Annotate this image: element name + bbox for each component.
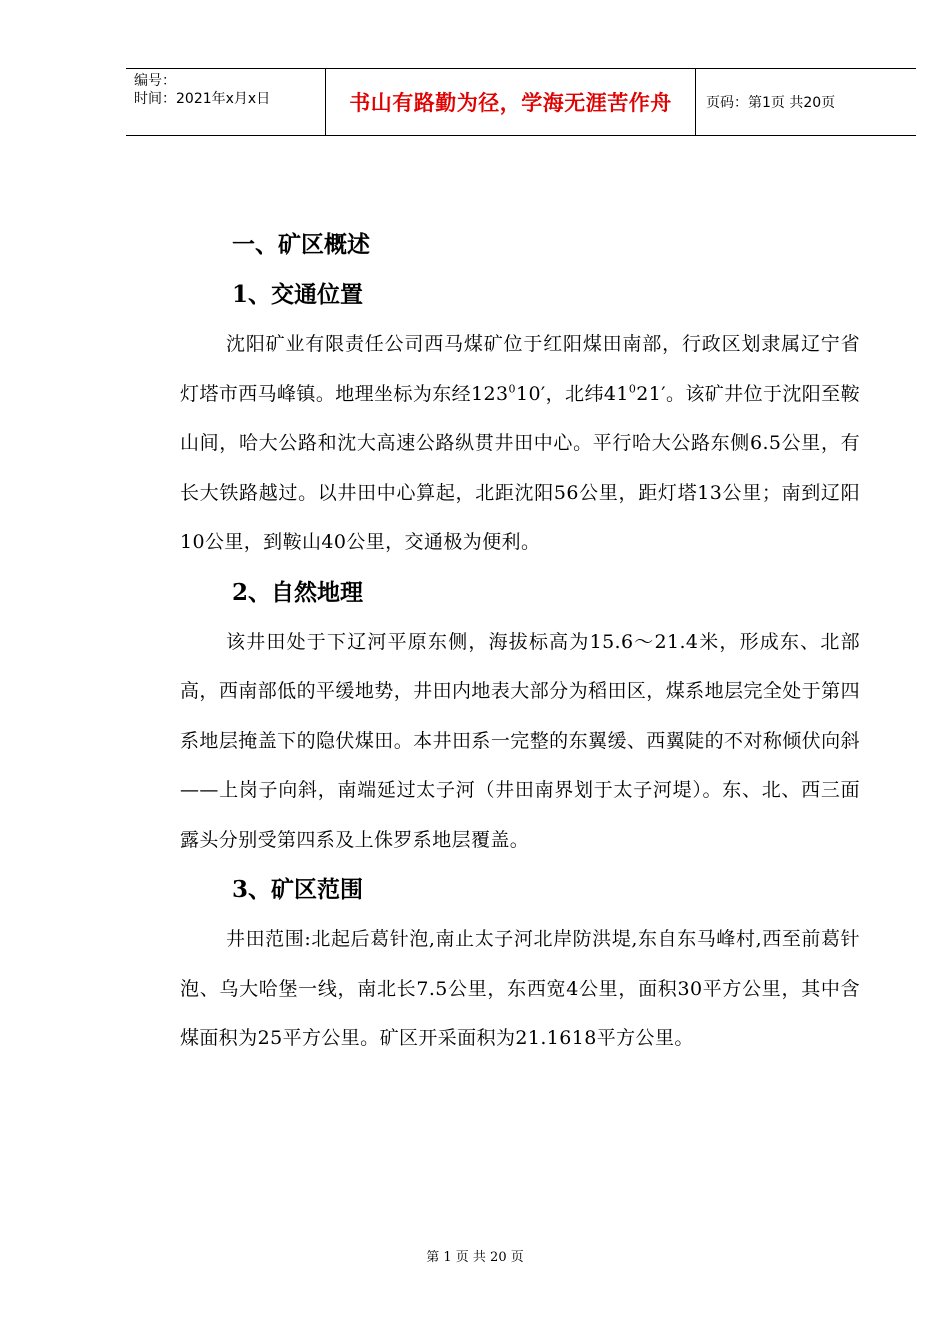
number-label: 编号： bbox=[134, 73, 176, 89]
document-body bbox=[180, 220, 860, 1064]
section-heading-geography: 2、自然地理 bbox=[232, 578, 364, 606]
header-motto: 书山有路勤为径，学海无涯苦作舟 bbox=[326, 69, 696, 135]
time-label: 时间：2021年x月x日 bbox=[134, 91, 271, 107]
section-paragraph-geography: 该井田处于下辽河平原东侧，海拔标高为15.6～21.4米，形成东、北部高，西南部低的平缓地势，井田内地表大部分为稻田区，煤系地层完全处于第四系地层掩盖下的隐伏煤田。本井田系一完整的东翼缓、西翼陡的不对称倾伏向斜——上岗子向斜，南端延过太子河（井田南界划于太子河堤）。东、北、西三面露头分别受第四系及上侏罗系地层覆盖。 bbox=[180, 630, 860, 851]
header-meta bbox=[126, 69, 326, 135]
document-title: 一、矿区概述 bbox=[232, 231, 370, 258]
page-footer: 第 1 页 共 20 页 bbox=[426, 1250, 524, 1265]
section-paragraph-scope: 井田范围:北起后葛针泡,南止太子河北岸防洪堤,东自东马峰村,西至前葛针泡、乌大哈堡一线，南北长7.5公里，东西宽4公里，面积30平方公里，其中含煤面积为25平方公里。矿区开采面积为21.1618平方公里。 bbox=[180, 928, 860, 1049]
text-part: 10′，北纬41 bbox=[515, 382, 629, 405]
text-part: 21′。该矿井位于沈阳至鞍山间，哈大公路和沈大高速公路纵贯井田中心。平行哈大公路东侧6.5公里，有长大铁路越过。以井田中心算起，北距沈阳56公里，距灯塔13公里；南到辽阳10公里，到鞍山40公里，交通极为便利。 bbox=[180, 382, 860, 553]
degree-superscript: 0 bbox=[628, 382, 637, 396]
section-paragraph-traffic bbox=[180, 320, 860, 568]
page-header bbox=[126, 68, 916, 136]
degree-superscript: 0 bbox=[508, 382, 516, 396]
section-heading-scope: 3、矿区范围 bbox=[232, 876, 364, 903]
text-part: 沈阳矿业有限责任公司西马煤矿位于红阳煤田南部，行政区划隶属辽宁省灯塔市西马峰镇。地理坐标为东经123 bbox=[180, 333, 860, 405]
section-heading-traffic: 1、交通位置 bbox=[232, 281, 364, 308]
header-page-info: 页码：第1页 共20页 bbox=[706, 95, 836, 111]
